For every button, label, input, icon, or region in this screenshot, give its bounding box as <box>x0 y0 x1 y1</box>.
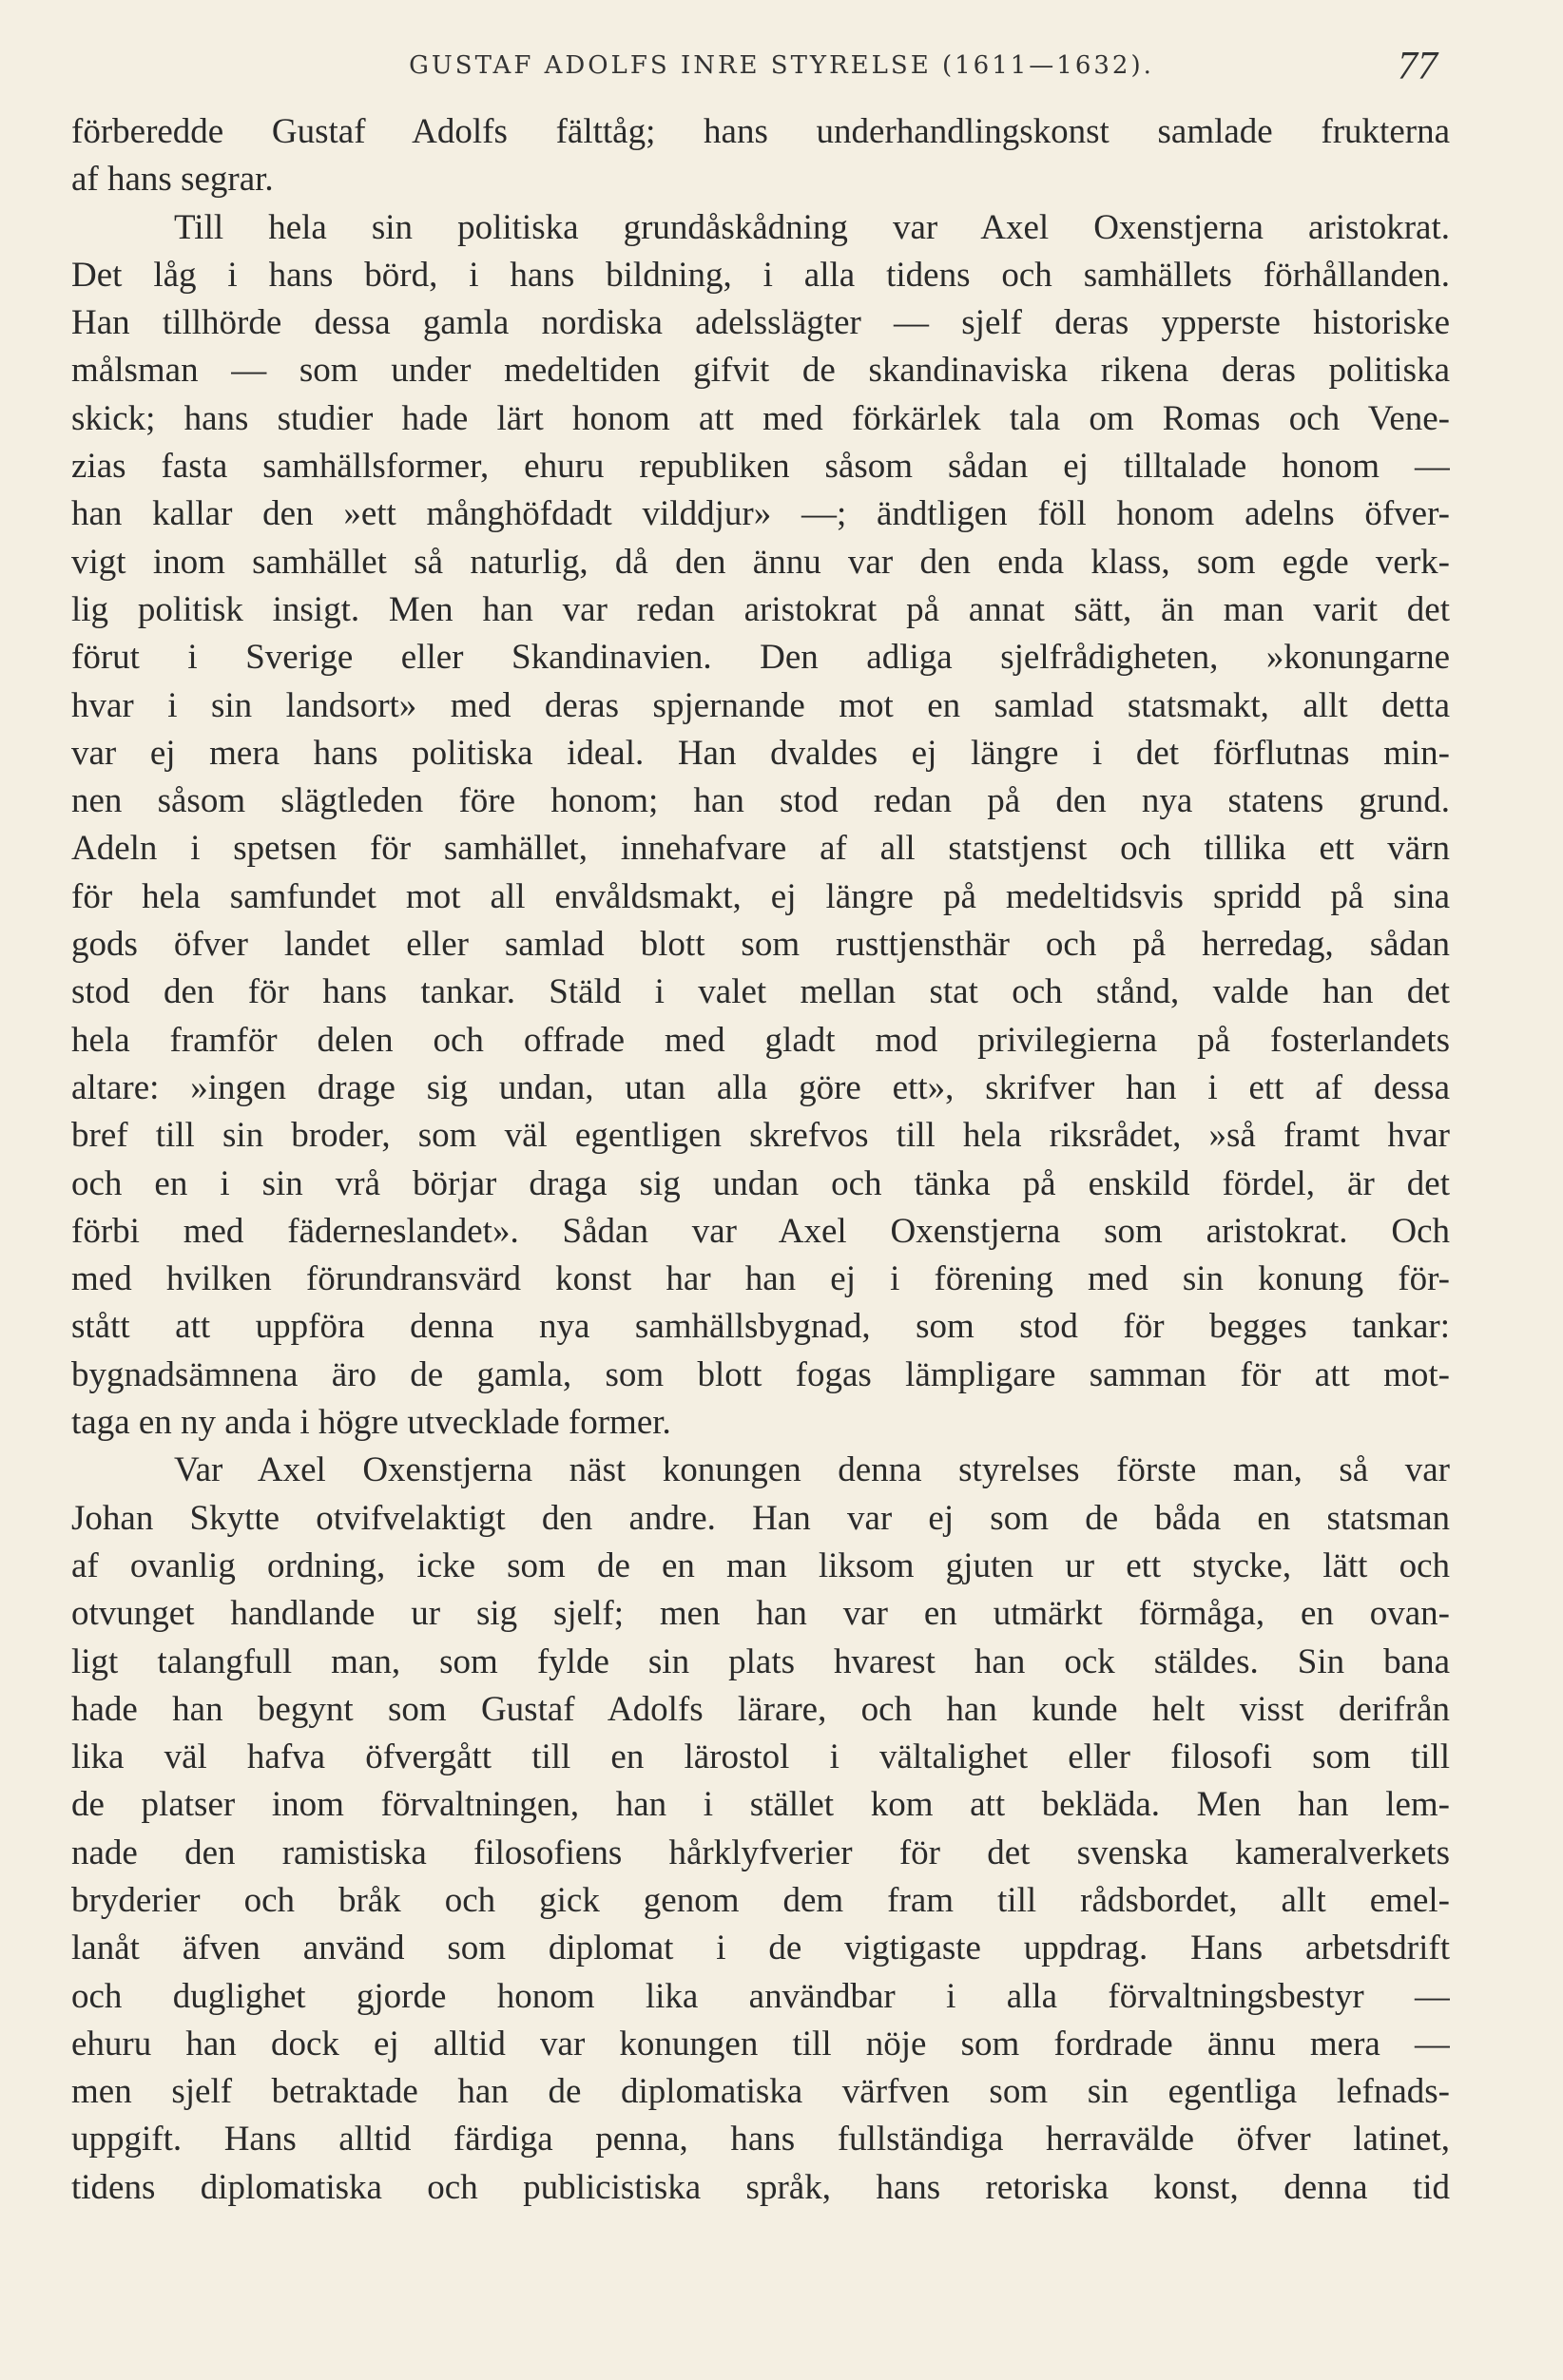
text-line: hvar i sin landsort» med deras spjernande mot en samlad statsmakt, allt detta <box>71 685 1450 725</box>
text-line: ehuru han dock ej alltid var konungen till nöje som fordrade ännu mera — <box>71 2024 1450 2063</box>
text-line: lanåt äfven använd som diplomat i de vigtigaste uppdrag. Hans arbetsdrift <box>71 1929 1450 1968</box>
text-line: hela framför delen och offrade med gladt mod privilegierna på fosterlandets <box>71 1020 1450 1060</box>
text-line: stod den för hans tankar. Stäld i valet mellan stat och stånd, valde han det <box>71 972 1450 1012</box>
text-line: för hela samfundet mot all envåldsmakt, ej längre på medeltidsvis spridd på sina <box>71 876 1450 916</box>
text-line: lig politisk insigt. Men han var redan aristokrat på annat sätt, än man varit det <box>71 589 1450 629</box>
text-line: taga en ny anda i högre utvecklade former. <box>71 1403 671 1443</box>
text-line: nade den ramistiska filosofiens hårklyfverier för det svenska kameralverkets <box>71 1833 1450 1872</box>
text-line: hade han begynt som Gustaf Adolfs lärare, och han kunde helt visst derifrån <box>71 1689 1450 1729</box>
text-line: med hvilken förundransvärd konst har han ej i förening med sin konung för- <box>71 1259 1450 1299</box>
running-head <box>0 44 1563 101</box>
text-line: Var Axel Oxenstjerna näst konungen denna styrelses förste man, så var <box>174 1450 1450 1490</box>
text-line: altare: »ingen drage sig undan, utan alla göre ett», skrifver han i ett af dessa <box>71 1067 1450 1107</box>
text-line: af ovanlig ordning, icke som de en man liksom gjuten ur ett stycke, lätt och <box>71 1545 1450 1585</box>
text-line: otvunget handlande ur sig sjelf; men han var en utmärkt förmåga, en ovan- <box>71 1594 1450 1634</box>
text-line: uppgift. Hans alltid färdiga penna, hans fullständiga herravälde öfver latinet, <box>71 2120 1450 2159</box>
text-line: förut i Sverige eller Skandinavien. Den adliga sjelfrådigheten, »konungarne <box>71 638 1450 678</box>
text-line: lika väl hafva öfvergått till en lärostol i vältalighet eller filosofi som till <box>71 1737 1450 1777</box>
text-line: Adeln i spetsen för samhället, innehafvare af all statstjenst och tillika ett värn <box>71 829 1450 869</box>
page-number: 77 <box>1398 45 1438 88</box>
text-line: men sjelf betraktade han de diplomatiska värfven som sin egentliga lefnads- <box>71 2072 1450 2112</box>
text-line: bref till sin broder, som väl egentligen skrefvos till hela riksrådet, »så framt hvar <box>71 1116 1450 1156</box>
text-line: gods öfver landet eller samlad blott som rusttjensthär och på herredag, sådan <box>71 925 1450 965</box>
text-line: och en i sin vrå börjar draga sig undan och tänka på enskild fördel, är det <box>71 1163 1450 1203</box>
text-line: förberedde Gustaf Adolfs fälttåg; hans underhandlingskonst samlade frukterna <box>71 112 1450 151</box>
text-line: vigt inom samhället så naturlig, då den ännu var den enda klass, som egde verk- <box>71 542 1450 582</box>
text-line: Det låg i hans börd, i hans bildning, i alla tidens och samhällets förhållanden. <box>71 255 1450 295</box>
text-line: bygnadsämnena äro de gamla, som blott fogas lämpligare samman för att mot- <box>71 1354 1450 1394</box>
text-line: förbi med fäderneslandet». Sådan var Axel Oxenstjerna som aristokrat. Och <box>71 1211 1450 1251</box>
body-text <box>71 108 1450 2212</box>
text-line: af hans segrar. <box>71 160 274 200</box>
text-line: de platser inom förvaltningen, han i stället kom att bekläda. Men han lem- <box>71 1785 1450 1825</box>
text-line: och duglighet gjorde honom lika användbar i alla förvaltningsbestyr — <box>71 1976 1450 2016</box>
running-head-title: GUSTAF ADOLFS INRE STYRELSE (1611—1632). <box>409 51 1154 80</box>
text-line: skick; hans studier hade lärt honom att med förkärlek tala om Romas och Vene- <box>71 398 1450 438</box>
text-line: Han tillhörde dessa gamla nordiska adelsslägter — sjelf deras ypperste historiske <box>71 303 1450 343</box>
text-line: stått att uppföra denna nya samhällsbygnad, som stod för begges tankar: <box>71 1307 1450 1347</box>
text-line: tidens diplomatiska och publicistiska språk, hans retoriska konst, denna tid <box>71 2167 1450 2207</box>
text-line: zias fasta samhällsformer, ehuru republiken såsom sådan ej tilltalade honom — <box>71 447 1450 487</box>
text-line: Till hela sin politiska grundåskådning var Axel Oxenstjerna aristokrat. <box>174 207 1450 247</box>
text-line: bryderier och bråk och gick genom dem fram till rådsbordet, allt emel- <box>71 1880 1450 1920</box>
text-line: Johan Skytte otvifvelaktigt den andre. Han var ej som de båda en statsman <box>71 1498 1450 1538</box>
text-line: nen såsom slägtleden före honom; han stod redan på den nya statens grund. <box>71 781 1450 821</box>
text-line: ligt talangfull man, som fylde sin plats hvarest han ock stäldes. Sin bana <box>71 1641 1450 1681</box>
text-line: han kallar den »ett månghöfdadt vilddjur» —; ändtligen föll honom adelns öfver- <box>71 494 1450 534</box>
text-line: målsman — som under medeltiden gifvit de skandinaviska rikena deras politiska <box>71 351 1450 391</box>
text-line: var ej mera hans politiska ideal. Han dvaldes ej längre i det förflutnas min- <box>71 733 1450 773</box>
